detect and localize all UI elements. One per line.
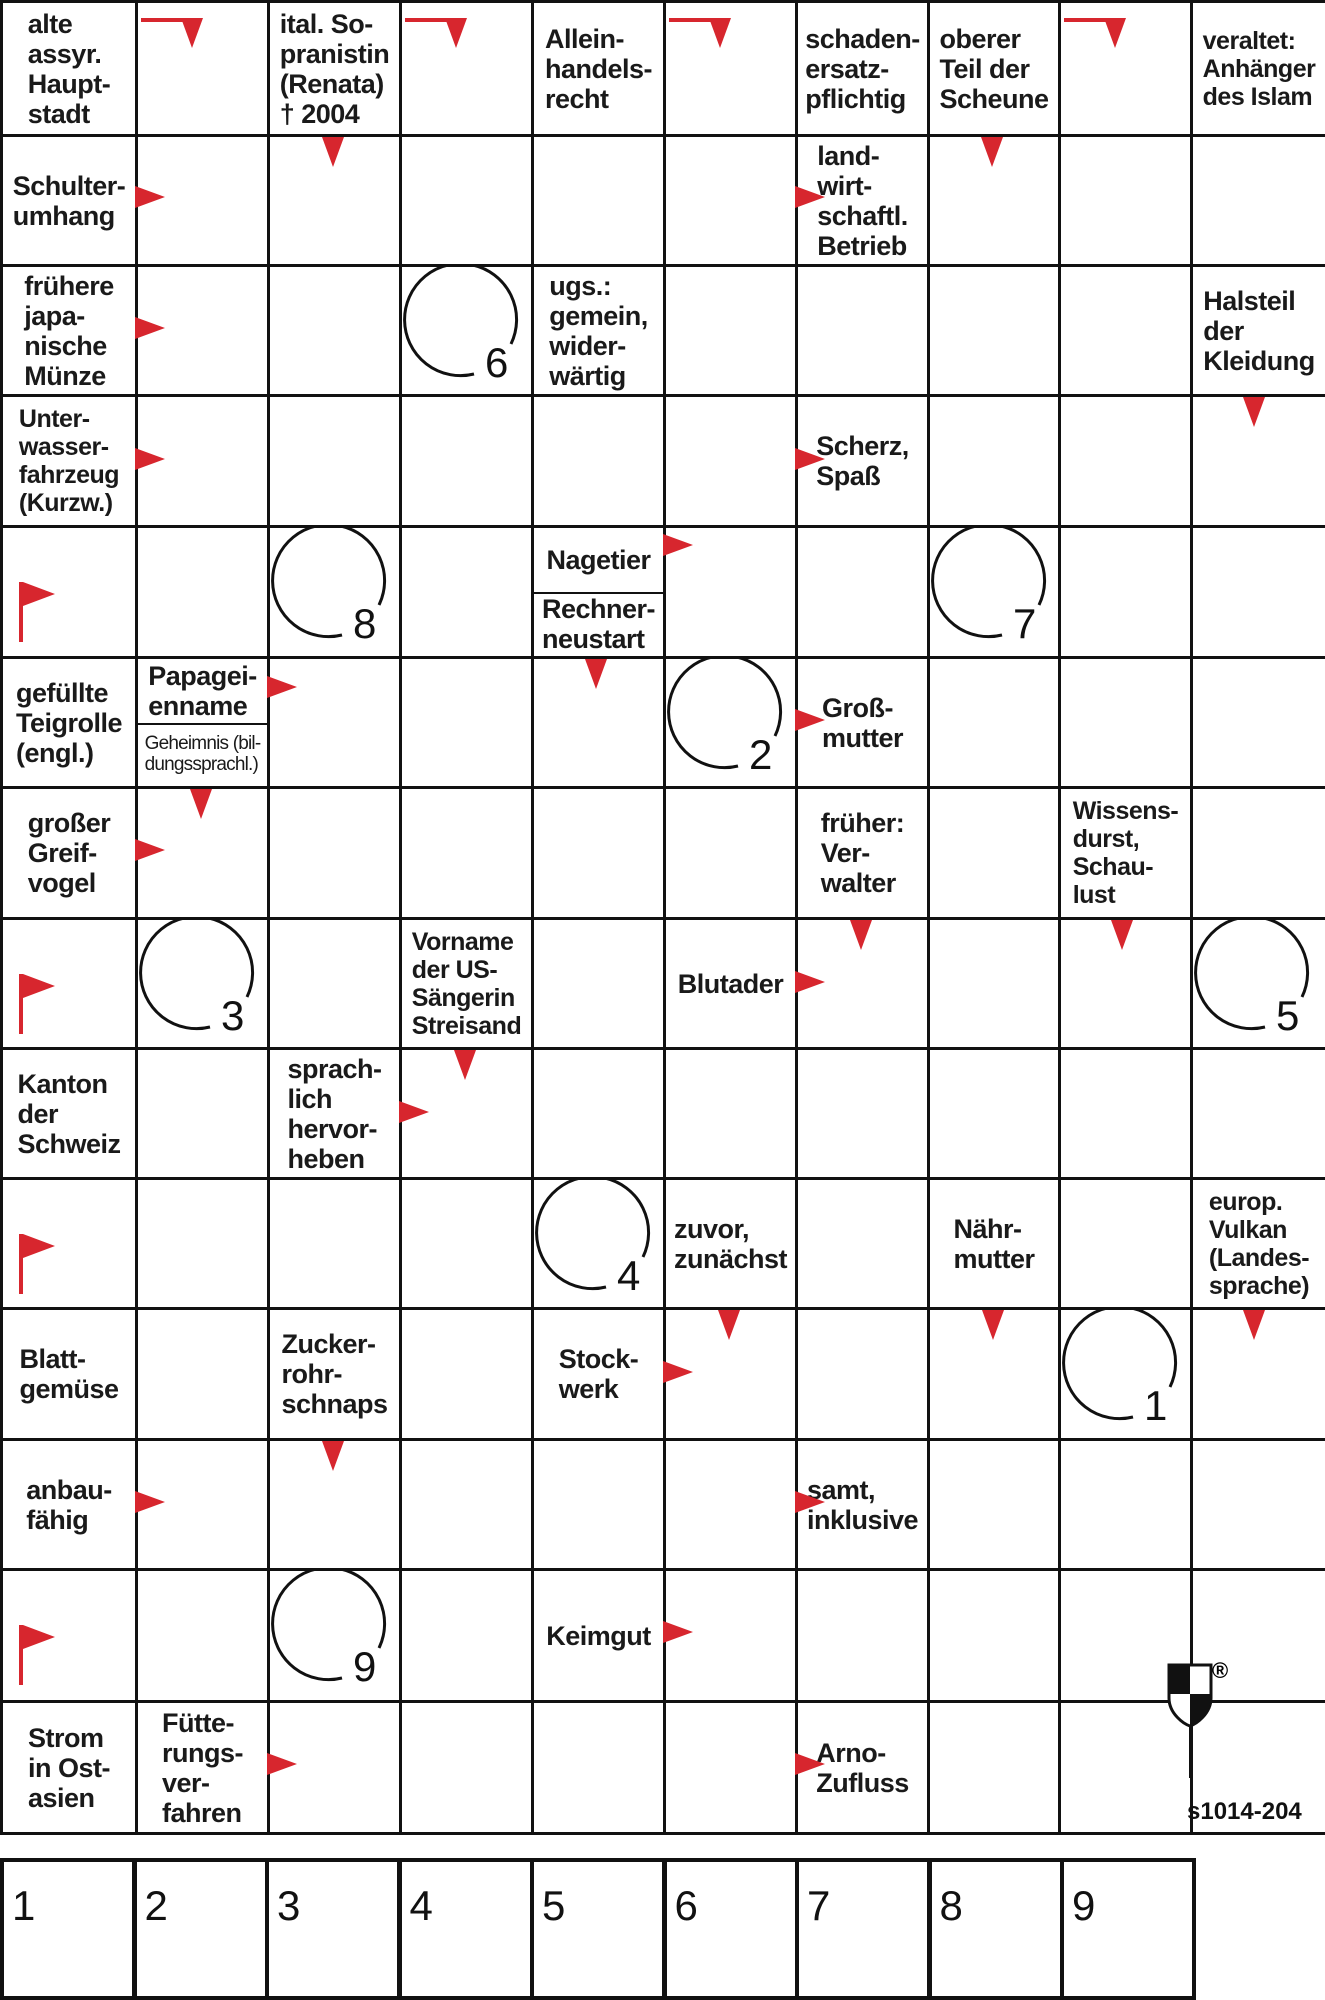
clue-cell [663, 917, 798, 1050]
arrow-down-icon [709, 18, 731, 48]
solution-number: 5 [542, 1882, 566, 1929]
arrow-right-icon [663, 1621, 693, 1643]
answer-cell[interactable] [663, 134, 798, 267]
answer-cell[interactable] [795, 1568, 930, 1703]
answer-cell[interactable] [927, 1047, 1061, 1180]
clue-cell [0, 656, 138, 789]
circle-number: 5 [1276, 992, 1300, 1039]
answer-cell[interactable] [927, 1568, 1061, 1703]
circle-arc-icon [399, 264, 531, 394]
clue-cell [0, 134, 138, 267]
registered-mark: ® [1212, 1658, 1229, 1683]
clue-text: Papagei- enname [148, 660, 257, 721]
answer-cell[interactable] [1058, 1438, 1193, 1571]
answer-cell[interactable] [267, 917, 402, 1050]
answer-cell[interactable] [267, 264, 402, 397]
answer-cell[interactable] [927, 786, 1061, 920]
clue-text: veraltet: Anhänger des Islam [1202, 26, 1316, 111]
solution-number: 7 [807, 1882, 831, 1929]
arrow-down-icon [585, 659, 607, 689]
circle-arc-icon [1058, 1307, 1190, 1438]
clue-text: Keimgut [546, 1620, 651, 1651]
clue-cell [1190, 1177, 1325, 1310]
clue-text: anbau- fähig [26, 1474, 112, 1535]
arrow-down-icon [718, 1310, 740, 1340]
arrow-right-icon [135, 448, 165, 470]
arrow-right-icon [795, 448, 825, 470]
clue-text: Nähr- mutter [953, 1213, 1035, 1274]
answer-cell[interactable] [1058, 1177, 1193, 1310]
circle-marker [1058, 1307, 1190, 1438]
solution-cell[interactable] [1060, 1858, 1196, 2000]
answer-cell[interactable] [927, 1438, 1061, 1571]
puzzle-code: s1014-204 [1187, 1798, 1302, 1825]
arrow-down-icon [445, 18, 467, 48]
arrow-down-icon [322, 1441, 344, 1471]
arrow-down-icon [190, 789, 212, 819]
clue-cell [663, 1177, 798, 1310]
clue-cell [927, 1177, 1061, 1310]
answer-cell[interactable] [135, 1177, 270, 1310]
answer-cell[interactable] [1058, 264, 1193, 397]
answer-cell[interactable] [663, 786, 798, 920]
answer-cell[interactable] [795, 1177, 930, 1310]
clue-cell [531, 1568, 666, 1703]
circle-number: 7 [1013, 600, 1037, 647]
answer-cell[interactable] [267, 394, 402, 528]
arrow-right-icon [267, 676, 297, 698]
arrow-right-icon [135, 839, 165, 861]
flag-icon [19, 1234, 59, 1304]
answer-cell[interactable] [399, 1438, 534, 1571]
circle-marker [1190, 917, 1325, 1047]
clue-cell [0, 394, 138, 528]
answer-cell[interactable] [1058, 1047, 1193, 1180]
clue-text: Wissens- durst, Schau- lust [1072, 797, 1179, 909]
answer-cell[interactable] [531, 786, 666, 920]
clue-text: europ. Vulkan (Landes- sprache) [1208, 1187, 1310, 1300]
answer-cell[interactable] [1058, 394, 1193, 528]
solution-cell[interactable] [265, 1858, 401, 2000]
clue-text: Arno- Zufluss [816, 1737, 909, 1798]
clue-text: Unter- wasser- fahrzeug (Kurzw.) [18, 405, 120, 517]
arrow-right-icon [267, 1753, 297, 1775]
clue-cell [267, 1047, 402, 1180]
solution-number: 8 [939, 1882, 963, 1929]
answer-cell[interactable] [1190, 1047, 1325, 1180]
circle-arc-icon [267, 1568, 399, 1700]
clue-cell [267, 0, 402, 137]
answer-cell[interactable] [399, 786, 534, 920]
flag-cloth [23, 1234, 55, 1258]
corner-arrow-icon [135, 0, 267, 60]
arrow-down-icon [982, 1310, 1004, 1340]
solution-cell[interactable] [663, 1858, 799, 2000]
arrow-down-icon [1243, 1310, 1265, 1340]
circle-marker [399, 264, 531, 394]
answer-cell[interactable] [795, 264, 930, 397]
flag-icon [19, 1625, 59, 1695]
solution-cell[interactable] [133, 1858, 269, 2000]
clue-cell [0, 1438, 138, 1571]
clue-text: schaden- ersatz- pflichtig [805, 23, 920, 114]
circle-number: 9 [353, 1643, 377, 1690]
clue-cell [399, 917, 534, 1050]
clue-cell [531, 264, 666, 397]
clue-text: Blutader [677, 968, 784, 999]
clue-text: Groß- mutter [821, 692, 903, 753]
circle-number: 4 [617, 1252, 641, 1299]
clue-bottom [534, 592, 663, 656]
clue-cell [135, 1700, 270, 1835]
answer-cell[interactable] [399, 1307, 534, 1441]
arrow-right-icon [663, 1361, 693, 1383]
answer-cell[interactable] [927, 1700, 1061, 1835]
circle-marker [135, 917, 267, 1047]
clue-cell [1190, 0, 1325, 137]
flag-cloth [23, 582, 55, 606]
clue-text: Stock- werk [558, 1344, 639, 1404]
clue-text: Vorname der US- Sängerin Streisand [411, 927, 522, 1040]
circle-marker [267, 525, 399, 656]
solution-cell[interactable] [0, 1858, 136, 2000]
circle-number: 8 [353, 600, 377, 647]
clue-text: zuvor, zunächst [673, 1213, 788, 1274]
answer-cell[interactable] [531, 1700, 666, 1835]
clue-cell [1058, 786, 1193, 920]
answer-cell[interactable] [399, 525, 534, 659]
answer-cell[interactable] [399, 134, 534, 267]
clue-cell [0, 1700, 138, 1835]
answer-cell[interactable] [927, 656, 1061, 789]
answer-cell[interactable] [531, 1438, 666, 1571]
answer-cell[interactable] [1190, 525, 1325, 659]
solution-number: 1 [12, 1882, 36, 1929]
clue-cell [0, 786, 138, 920]
clue-text: Strom in Ost- asien [28, 1722, 110, 1813]
solution-number: 2 [144, 1882, 168, 1929]
circle-arc-icon [135, 917, 267, 1047]
flag-cloth [23, 1625, 55, 1649]
answer-cell[interactable] [1190, 134, 1325, 267]
clue-text: samt, inklusive [806, 1474, 919, 1535]
solution-number: 4 [409, 1882, 433, 1929]
answer-cell[interactable] [399, 1700, 534, 1835]
clue-cell [0, 264, 138, 397]
arrow-right-icon [135, 186, 165, 208]
answer-cell[interactable] [267, 786, 402, 920]
arrow-right-icon [135, 317, 165, 339]
flag-icon [19, 582, 59, 652]
arrow-down-icon [1243, 397, 1265, 427]
solution-row [0, 1858, 1193, 2000]
answer-cell[interactable] [531, 917, 666, 1050]
answer-cell[interactable] [663, 264, 798, 397]
solution-number: 9 [1072, 1882, 1096, 1929]
circle-marker [927, 525, 1058, 656]
clue-top [138, 659, 267, 725]
clue-bottom [138, 723, 267, 787]
solution-cell[interactable] [928, 1858, 1064, 2000]
circle-number: 2 [749, 731, 773, 778]
flag-icon [19, 974, 59, 1044]
answer-cell[interactable] [1190, 656, 1325, 789]
answer-cell[interactable] [399, 1177, 534, 1310]
circle-arc-icon [927, 525, 1058, 656]
clue-text: oberer Teil der Scheune [939, 23, 1049, 114]
circle-marker [531, 1177, 663, 1307]
publisher-logo [1166, 1660, 1230, 1780]
split-clue-cell [531, 525, 666, 659]
circle-marker [267, 1568, 399, 1700]
clue-text: Schulter- umhang [12, 170, 126, 231]
clue-text: Scherz, Spaß [816, 431, 909, 491]
arrow-down-icon [981, 137, 1003, 167]
clue-cell [0, 0, 138, 137]
clue-cell [927, 0, 1061, 137]
answer-cell[interactable] [1190, 1438, 1325, 1571]
answer-cell[interactable] [399, 656, 534, 789]
clue-cell [795, 786, 930, 920]
clue-text: Kanton der Schweiz [17, 1068, 121, 1159]
answer-cell[interactable] [531, 1047, 666, 1180]
arrow-down-icon [181, 18, 203, 48]
circle-arc-icon [531, 1177, 663, 1307]
answer-cell[interactable] [135, 525, 270, 659]
clue-text: Rechner- neustart [541, 594, 656, 654]
answer-cell[interactable] [399, 1568, 534, 1703]
answer-cell[interactable] [927, 917, 1061, 1050]
arrow-down-icon [1111, 920, 1133, 950]
answer-cell[interactable] [663, 1047, 798, 1180]
clue-text: Halsteil der Kleidung [1203, 285, 1315, 376]
answer-cell[interactable] [1058, 656, 1193, 789]
answer-cell[interactable] [795, 1307, 930, 1441]
clue-text: land- wirt- schaftl. Betrieb [817, 140, 908, 261]
answer-cell[interactable] [1190, 786, 1325, 920]
solution-cell[interactable] [795, 1858, 931, 2000]
clue-cell [0, 1307, 138, 1441]
clue-text: Nagetier [546, 545, 651, 575]
flag-cloth [23, 974, 55, 998]
answer-cell[interactable] [531, 394, 666, 528]
clue-text: alte assyr. Haupt- stadt [27, 8, 111, 129]
answer-cell[interactable] [399, 394, 534, 528]
answer-cell[interactable] [927, 394, 1061, 528]
circle-arc-icon [1190, 917, 1325, 1047]
answer-cell[interactable] [795, 525, 930, 659]
corner-arrow-icon [399, 0, 531, 60]
answer-cell[interactable] [267, 1177, 402, 1310]
clue-cell [531, 1307, 666, 1441]
clue-text: frühere japa- nische Münze [24, 270, 114, 391]
arrow-down-icon [322, 137, 344, 167]
clue-text: Zucker- rohr- schnaps [281, 1329, 388, 1419]
clue-cell [795, 0, 930, 137]
clue-text: Fütte- rungs- ver- fahren [162, 1707, 243, 1828]
clue-cell [1190, 264, 1325, 397]
clue-text: früher: Ver- walter [820, 808, 905, 898]
circle-marker [663, 656, 795, 786]
circle-number: 3 [221, 992, 245, 1039]
arrow-right-icon [135, 1491, 165, 1513]
solution-cell[interactable] [530, 1858, 666, 2000]
answer-cell[interactable] [531, 134, 666, 267]
circle-number: 6 [485, 339, 509, 386]
clue-text: Blatt- gemüse [19, 1344, 119, 1404]
clue-text: ugs.: gemein, wider- wärtig [549, 270, 648, 391]
solution-cell[interactable] [398, 1858, 534, 2000]
circle-arc-icon [267, 525, 399, 656]
arrow-right-icon [795, 709, 825, 731]
clue-top [534, 528, 663, 594]
answer-cell[interactable] [1058, 134, 1193, 267]
corner-arrow-icon [1058, 0, 1190, 60]
clue-text: sprach- lich hervor- heben [287, 1053, 382, 1174]
arrow-right-icon [795, 1491, 825, 1513]
circle-number: 1 [1144, 1382, 1168, 1429]
solution-number: 6 [674, 1882, 698, 1929]
arrow-right-icon [399, 1101, 429, 1123]
clue-text: ital. So- pranistin (Renata) † 2004 [279, 8, 390, 129]
answer-cell[interactable] [135, 1307, 270, 1441]
solution-number: 3 [277, 1882, 301, 1929]
arrow-down-icon [850, 920, 872, 950]
clue-text: großer Greif- vogel [27, 808, 111, 898]
clue-text: gefüllte Teigrolle (engl.) [15, 677, 123, 768]
answer-cell[interactable] [1058, 525, 1193, 659]
answer-cell[interactable] [927, 264, 1061, 397]
clue-cell [0, 1047, 138, 1180]
arrow-right-icon [663, 534, 693, 556]
answer-cell[interactable] [135, 1047, 270, 1180]
arrow-right-icon [795, 186, 825, 208]
arrow-right-icon [795, 1753, 825, 1775]
clue-cell [267, 1307, 402, 1441]
arrow-down-icon [1104, 18, 1126, 48]
answer-cell[interactable] [795, 1047, 930, 1180]
clue-cell [531, 0, 666, 137]
split-clue-cell [135, 656, 270, 789]
corner-arrow-icon [663, 0, 795, 60]
clue-text: Geheimnis (bil- dungssprachl.) [144, 733, 261, 776]
circle-arc-icon [663, 656, 795, 786]
answer-cell[interactable] [663, 1700, 798, 1835]
answer-cell[interactable] [663, 1438, 798, 1571]
answer-cell[interactable] [135, 1568, 270, 1703]
arrow-down-icon [454, 1050, 476, 1080]
answer-cell[interactable] [663, 394, 798, 528]
clue-text: Allein- handels- recht [544, 23, 653, 114]
arrow-right-icon [795, 971, 825, 993]
